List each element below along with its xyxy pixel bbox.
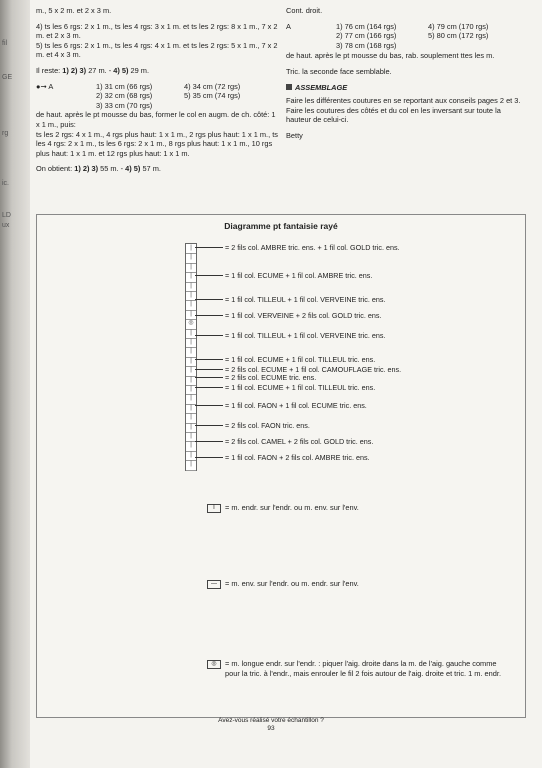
chart-cell: | xyxy=(186,366,196,376)
chart-cell: | xyxy=(186,300,196,310)
diagram-title: Diagramme pt fantaisie rayé xyxy=(224,221,338,231)
chart-cell: | xyxy=(186,347,196,357)
measure: 4) 34 cm (72 rgs) xyxy=(184,81,241,91)
leader-line xyxy=(195,425,223,426)
leader-line xyxy=(195,369,223,370)
chart-cell: | xyxy=(186,404,196,414)
chart-cell: | xyxy=(186,451,196,461)
chart-cell: | xyxy=(186,329,196,339)
chart-cell: | xyxy=(186,253,196,263)
measure: 2) 77 cm (166 rgs) xyxy=(336,31,397,41)
decrease-size-5: 5) ts les 6 rgs: 2 x 1 m., ts les 4 rgs: 4 x 1 m. et ts les 2 rgs: 5 x 1 m., 7 x 2 m. et 4 x 3 m. xyxy=(36,40,278,60)
stripe-row-label: = 1 fil col. ECUME + 1 fil col. AMBRE tric. ens. xyxy=(225,271,373,280)
chart-cell: | xyxy=(186,263,196,273)
continue-text: Cont. droit. xyxy=(286,6,323,15)
right-column xyxy=(286,6,526,147)
chart-cell: | xyxy=(186,291,196,301)
stripe-row-label: = 2 fils col. AMBRE tric. ens. + 1 fil col. GOLD tric. ens. xyxy=(225,243,400,252)
binding-spine: fil GE rg ic. LD ux xyxy=(0,0,30,768)
purl-symbol-icon: — xyxy=(207,580,221,589)
bind-off-text: de haut. après le pt mousse du bas, rab. souplement ttes les m. xyxy=(286,51,495,61)
leader-line xyxy=(195,275,223,276)
stripe-row xyxy=(195,421,310,430)
chart-cell: | xyxy=(186,394,196,404)
decrease-size-4: 4) ts les 6 rgs: 2 x 1 m., ts les 4 rgs: 3 x 1 m. et ts les 2 rgs: 8 x 1 m., 7 x 2 m. et 2 x 3 m. xyxy=(36,21,278,41)
measure: 4) 79 cm (170 rgs) xyxy=(428,21,489,31)
obtained-stitches: On obtient: 1) 2) 3) 55 m. - 4) 5) 57 m. xyxy=(36,164,161,174)
stripe-row xyxy=(195,295,385,304)
measure: 1) 31 cm (66 rgs) xyxy=(96,81,153,91)
remaining-stitches: Il reste: 1) 2) 3) 27 m. - 4) 5) 29 m. xyxy=(36,65,149,75)
leader-line xyxy=(195,377,223,378)
stripe-row xyxy=(195,453,370,462)
chart-cell: | xyxy=(186,441,196,451)
stripe-row-label: = 2 fils col. ECUME + 1 fil col. CAMOUFLAGE tric. ens. xyxy=(225,365,402,374)
page-number: 93 xyxy=(267,725,275,732)
legend-long-stitch: ◎ = m. longue endr. sur l'endr. : piquer l'aig. droite dans la m. de l'aig. gauche comme pour la tric. à l'endr., mais enrouler le fil 2 fois autour de l'aig. droite et tric. 1 m. endr. xyxy=(207,659,507,678)
chart-cell: | xyxy=(186,423,196,433)
measure: 2) 32 cm (68 rgs) xyxy=(96,91,153,101)
chart-cell: | xyxy=(186,282,196,292)
leader-line xyxy=(195,405,223,406)
chart-cell: | xyxy=(186,244,196,254)
stripe-row xyxy=(195,331,385,340)
measure: 1) 76 cm (164 rgs) xyxy=(336,21,397,31)
long-stitch-symbol-icon: ◎ xyxy=(207,660,221,669)
stripe-row-label: = 1 fil col. TILLEUL + 1 fil col. VERVEINE tric. ens. xyxy=(225,295,386,304)
stripe-row-label: = 2 fils col. CAMEL + 2 fils col. GOLD tric. ens. xyxy=(225,437,374,446)
stripe-diagram-box xyxy=(36,214,526,718)
assembly-text-1: Faire les différentes coutures en se reportant aux conseils pages 2 et 3. xyxy=(286,96,521,106)
leader-line xyxy=(195,247,223,248)
measure-block-right: A 1) 76 cm (164 rgs) 4) 79 cm (170 rgs) 2) 77 cm (166 rgs) 5) 80 cm (172 rgs) 3) 78 cm (168 rgs) xyxy=(286,22,526,51)
leader-line xyxy=(195,441,223,442)
stripe-row-label: = 1 fil col. ECUME + 1 fil col. TILLEUL tric. ens. xyxy=(225,355,376,364)
measure: 5) 35 cm (74 rgs) xyxy=(184,91,241,101)
stripe-row xyxy=(195,271,372,280)
collar-intro: de haut. après le pt mousse du bas, former le col en augm. de ch. côté: 1 x 1 m., puis: xyxy=(36,110,276,129)
stripe-row xyxy=(195,437,373,446)
measure-block-left: ●➞ A 1) 31 cm (66 rgs) 4) 34 cm (72 rgs) 2) 32 cm (68 rgs) 5) 35 cm (74 rgs) 3) 33 cm (70 rgs) xyxy=(36,82,281,111)
stripe-row xyxy=(195,243,400,252)
chart-cell: | xyxy=(186,310,196,320)
chart-cell: ◎ xyxy=(186,319,196,329)
stripe-row xyxy=(195,373,316,382)
chart-cell: | xyxy=(186,432,196,442)
collar-increases: ts les 2 rgs: 4 x 1 m., 4 rgs plus haut: 1 x 1 m., 2 rgs plus haut: 1 x 1 m., ts les 4 rgs: 2 x 1 m., ts les 6 rgs: 2 x 1 m., 8 rgs plus haut: 1 x 1 m., 10 rgs plus haut: 1 x 1 m. et 12 rgs plus haut: 1 x 1 m. xyxy=(36,129,278,158)
square-bullet-icon xyxy=(286,84,292,90)
decrease-text-end: m., 5 x 2 m. et 2 x 3 m. xyxy=(36,6,112,15)
stripe-row-label: = 1 fil col. VERVEINE + 2 fils col. GOLD tric. ens. xyxy=(225,311,382,320)
knit-symbol-icon: I xyxy=(207,504,221,513)
chart-cell: | xyxy=(186,357,196,367)
arrow-icon: ●➞ xyxy=(36,81,47,91)
stripe-row xyxy=(195,401,367,410)
leader-line xyxy=(195,335,223,336)
measure: 3) 33 cm (70 rgs) xyxy=(96,100,153,110)
signature-name: Betty xyxy=(286,130,303,140)
stripe-row xyxy=(195,383,375,392)
legend-knit: I = m. endr. sur l'endr. ou m. env. sur l'env. xyxy=(207,503,359,513)
stripe-row xyxy=(195,355,375,364)
stripe-row-label: = 2 fils col. FAON tric. ens. xyxy=(225,421,310,430)
footer-question: Avez-vous réalisé votre échantillon ? xyxy=(218,717,324,724)
leader-line xyxy=(195,315,223,316)
measure: 5) 80 cm (172 rgs) xyxy=(428,31,489,41)
stripe-row-label: = 1 fil col. TILLEUL + 1 fil col. VERVEINE tric. ens. xyxy=(225,331,386,340)
assembly-text-2: Faire les coutures des côtés et du col en les inversant sur toute la hauteur de celui-ci. xyxy=(286,105,501,125)
left-column xyxy=(36,6,281,180)
stripe-row-label: = 1 fil col. FAON + 1 fil col. ECUME tric. ens. xyxy=(225,401,367,410)
leader-line xyxy=(195,359,223,360)
chart-cell: | xyxy=(186,413,196,423)
stripe-row-label: = 1 fil col. ECUME + 1 fil col. TILLEUL tric. ens. xyxy=(225,383,376,392)
chart-cell: | xyxy=(186,338,196,348)
legend-purl: — = m. env. sur l'endr. ou m. endr. sur l'env. xyxy=(207,579,359,589)
chart-cell: | xyxy=(186,460,196,470)
second-side-text: Tric. la seconde face semblable. xyxy=(286,66,392,76)
stripe-row xyxy=(195,311,381,320)
leader-line xyxy=(195,457,223,458)
stripe-row-label: = 1 fil col. FAON + 2 fils col. AMBRE tric. ens. xyxy=(225,453,370,462)
assemblage-heading: ASSEMBLAGE xyxy=(286,83,526,93)
leader-line xyxy=(195,387,223,388)
chart-cell: | xyxy=(186,272,196,282)
leader-line xyxy=(195,299,223,300)
chart-cell: | xyxy=(186,385,196,395)
chart-cell: | xyxy=(186,376,196,386)
measure: 3) 78 cm (168 rgs) xyxy=(336,40,397,50)
stripe-row-label: = 2 fils col. ECUME tric. ens. xyxy=(225,373,317,382)
